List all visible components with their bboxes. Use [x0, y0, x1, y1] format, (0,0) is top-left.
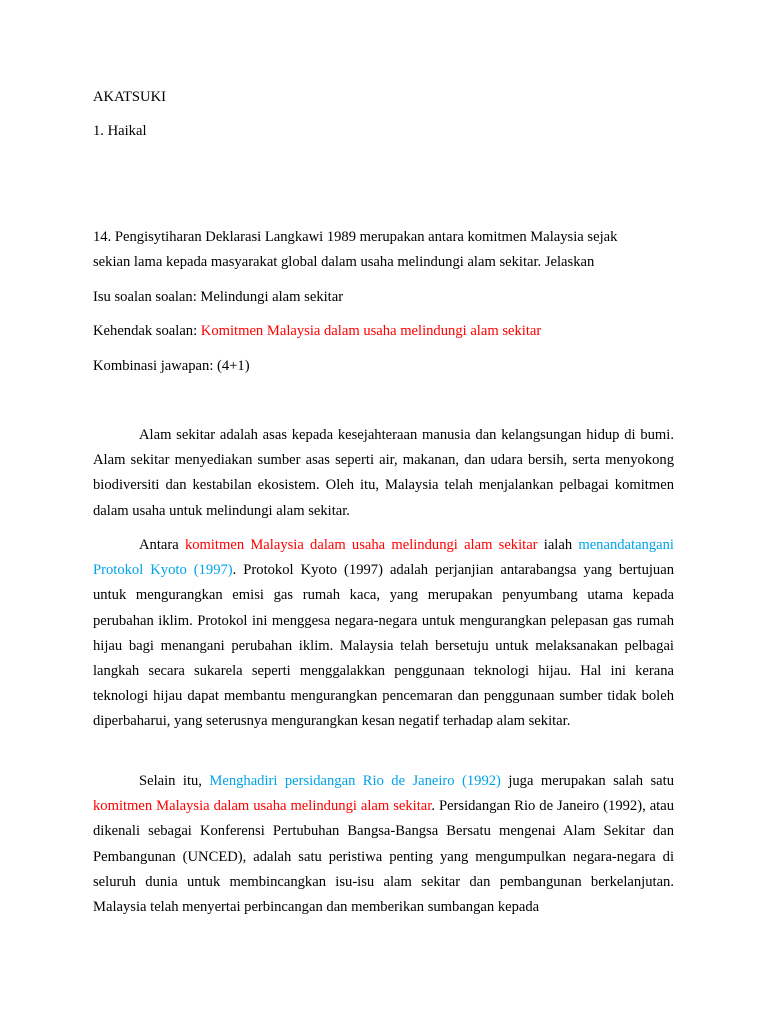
kehendak-soalan: [93, 322, 541, 340]
p3-lead: Selain itu,: [139, 773, 210, 789]
p2-lead: Antara: [139, 537, 185, 553]
member-name: 1. Haikal: [93, 123, 147, 139]
p2-highlight-red: komitmen Malaysia dalam usaha melindungi alam sekitar: [184, 537, 538, 553]
isu-soalan: Isu soalan soalan: Melindungi alam sekitar: [93, 289, 344, 305]
p3-mid: juga merupakan salah satu: [500, 773, 675, 789]
p2-highlight-blue: menandatangani Protokol Kyoto (1997): [93, 537, 674, 579]
p3-highlight-blue: Menghadiri persidangan Rio de Janeiro (1992): [209, 773, 501, 789]
paragraph-rio: [93, 769, 674, 920]
p2-rest: . Protokol Kyoto (1997) adalah perjanjian antarabangsa yang bertujuan untuk mengurangkan emisi gas rumah kaca, yang merupakan penyumbang utama kepada perubahan iklim. Protokol ini menggesa negara-negara untuk mengurangkan pelepasan gas rumah hijau bagi menangani perubahan iklim. Malaysia telah bersetuju untuk melaksanakan pelbagai langkah secara sukarela seperti menggalakkan penggunaan teknologi hijau. Hal ini kerana teknologi hijau dapat membantu mengurangkan pencemaran dan penggunaan sumber tidak boleh diperbaharui, yang seterusnya mengurangkan kesan negatif terhadap alam sekitar.: [93, 562, 674, 730]
paragraph-kyoto: [93, 533, 674, 735]
question-line-1: 14. Pengisytiharan Deklarasi Langkawi 1989 merupakan antara komitmen Malaysia sejak: [93, 229, 618, 245]
intro-paragraph: Alam sekitar adalah asas kepada kesejahteraan manusia dan kelangsungan hidup di bumi. Alam sekitar menyediakan sumber asas seperti air, makanan, dan udara bersih, serta menyokong biodiversiti dan kestabilan ekosistem. Oleh itu, Malaysia telah menjalankan pelbagai komitmen dalam usaha untuk melindungi alam sekitar.: [93, 427, 674, 519]
kehendak-label: Kehendak soalan:: [93, 323, 201, 339]
p3-rest: . Persidangan Rio de Janeiro (1992), atau dikenali sebagai Konferensi Pertubuhan Bangsa-Bangsa Bersatu mengenai Alam Sekitar dan Pembangunan (UNCED), adalah satu peristiwa penting yang mengumpulkan negara-negara di seluruh dunia untuk membincangkan isu-isu alam sekitar dan pembangunan berkelanjutan. Malaysia telah menyertai perbincangan dan memberikan sumbangan kepada: [93, 798, 674, 916]
kombinasi-jawapan: Kombinasi jawapan: (4+1): [93, 358, 250, 374]
p2-mid: ialah: [537, 537, 579, 553]
kehendak-value: Komitmen Malaysia dalam usaha melindungi alam sekitar: [200, 323, 542, 339]
question-line-2: sekian lama kepada masyarakat global dalam usaha melindungi alam sekitar. Jelaskan: [93, 254, 595, 270]
group-name: AKATSUKI: [93, 89, 166, 105]
p3-highlight-red: komitmen Malaysia dalam usaha melindungi alam sekitar: [93, 798, 432, 815]
